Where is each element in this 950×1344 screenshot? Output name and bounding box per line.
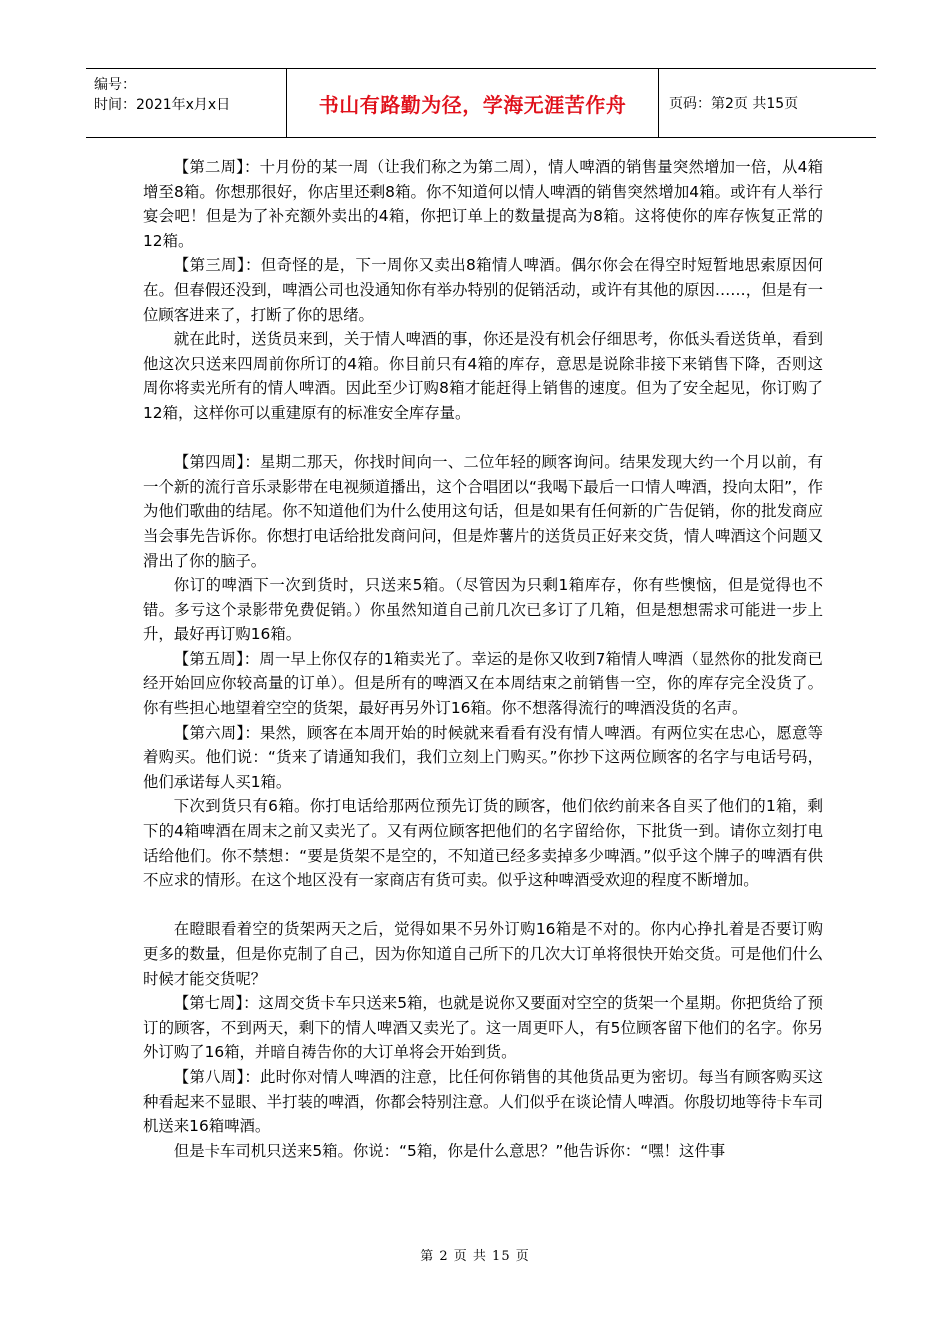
- document-body: [143, 155, 823, 1163]
- paragraph: 就在此时，送货员来到，关于情人啤酒的事，你还是没有机会仔细思考，你低头看送货单，看到他这次只送来四周前你所订的4箱。你目前只有4箱的库存，意思是说除非接下来销售下降，否则这周你将卖光所有的情人啤酒。因此至少订购8箱才能赶得上销售的速度。但为了安全起见，你订购了12箱，这样你可以重建原有的标准安全库存量。: [143, 330, 823, 422]
- page-footer: 第 2 页 共 15 页: [420, 1249, 530, 1264]
- paragraph: 你订的啤酒下一次到货时，只送来5箱。（尽管因为只剩1箱库存，你有些懊恼，但是觉得也不错。多亏这个录影带免费促销。）你虽然知道自己前几次已多订了几箱，但是想想需求可能进一步上升，最好再订购16箱。: [143, 576, 823, 644]
- paragraph: 【第七周】：这周交货卡车只送来5箱，也就是说你又要面对空空的货架一个星期。你把货给了预订的顾客，不到两天，剩下的情人啤酒又卖光了。这一周更吓人，有5位顾客留下他们的名字。你另外订购了16箱，并暗自祷告你的大订单将会开始到货。: [143, 994, 823, 1062]
- paragraph: 下次到货只有6箱。你打电话给那两位预先订货的顾客，他们依约前来各自买了他们的1箱，剩下的4箱啤酒在周末之前又卖光了。又有两位顾客把他们的名字留给你，下批货一到。请你立刻打电话给他们。你不禁想：“要是货架不是空的，不知道已经多卖掉多少啤酒。”似乎这个牌子的啤酒有供不应求的情形。在这个地区没有一家商店有货可卖。似乎这种啤酒受欢迎的程度不断增加。: [143, 797, 823, 890]
- paragraph: 但是卡车司机只送来5箱。你说：“5箱，你是什么意思？”他告诉你：“嘿！这件事: [173, 1141, 726, 1160]
- header-meta: [86, 69, 286, 137]
- paragraph: 【第二周】：十月份的某一周（让我们称之为第二周），情人啤酒的销售量突然增加一倍，从4箱增至8箱。你想那很好，你店里还剩8箱。你不知道何以情人啤酒的销售突然增加4箱。或许有人举行宴会吧！但是为了补充额外卖出的4箱，你把订单上的数量提高为8箱。这将使你的库存恢复正常的12箱。: [143, 158, 823, 250]
- paragraph: 【第四周】：星期二那天，你找时间向一、二位年轻的顾客询问。结果发现大约一个月以前，有一个新的流行音乐录影带在电视频道播出，这个合唱团以“我喝下最后一口情人啤酒，投向太阳”，作为他们歌曲的结尾。你不知道他们为什么使用这句话，但是如果有任何新的广告促销，你的批发商应当会事先告诉你。你想打电话给批发商问问，但是炸薯片的送货员正好来交货，情人啤酒这个问题又滑出了你的脑子。: [143, 453, 823, 570]
- header-page-number: 页码：第2页 共15页: [669, 96, 799, 112]
- paragraph: 【第八周】：此时你对情人啤酒的注意，比任何你销售的其他货品更为密切。每当有顾客购买这种看起来不显眼、半打装的啤酒，你都会特别注意。人们似乎在谈论情人啤酒。你殷切地等待卡车司机送来16箱啤酒。: [143, 1067, 823, 1136]
- paragraph: 在瞪眼看着空的货架两天之后，觉得如果不另外订购16箱是不对的。你内心挣扎着是否要订购更多的数量，但是你克制了自己，因为你知道自己所下的几次大订单将很快开始交货。可是他们什么时候才能交货呢？: [143, 920, 823, 988]
- page-header: [86, 68, 876, 138]
- paragraph: 【第五周】：周一早上你仅存的1箱卖光了。幸运的是你又收到7箱情人啤酒（显然你的批发商已经开始回应你较高量的订单）。但是所有的啤酒又在本周结束之前销售一空，你的库存完全没货了。你有些担心地望着空空的货架，最好再另外订16箱。你不想落得流行的啤酒没货的名声。: [143, 649, 823, 718]
- paragraph: 【第三周】：但奇怪的是，下一周你又卖出8箱情人啤酒。偶尔你会在得空时短暂地思索原因何在。但春假还没到，啤酒公司也没通知你有举办特别的促销活动，或许有其他的原因……，但是有一位顾客进来了，打断了你的思绪。: [143, 256, 823, 324]
- number-label: 编号：: [94, 77, 136, 93]
- time-label: 时间：2021年x月x日: [94, 97, 231, 113]
- header-motto: 书山有路勤为径，学海无涯苦作舟: [286, 69, 659, 137]
- paragraph: 【第六周】：果然，顾客在本周开始的时候就来看看有没有情人啤酒。有两位实在忠心，愿意等着购买。他们说：“货来了请通知我们，我们立刻上门购买。”你抄下这两位顾客的名字与电话号码，他们承诺每人买1箱。: [143, 723, 823, 791]
